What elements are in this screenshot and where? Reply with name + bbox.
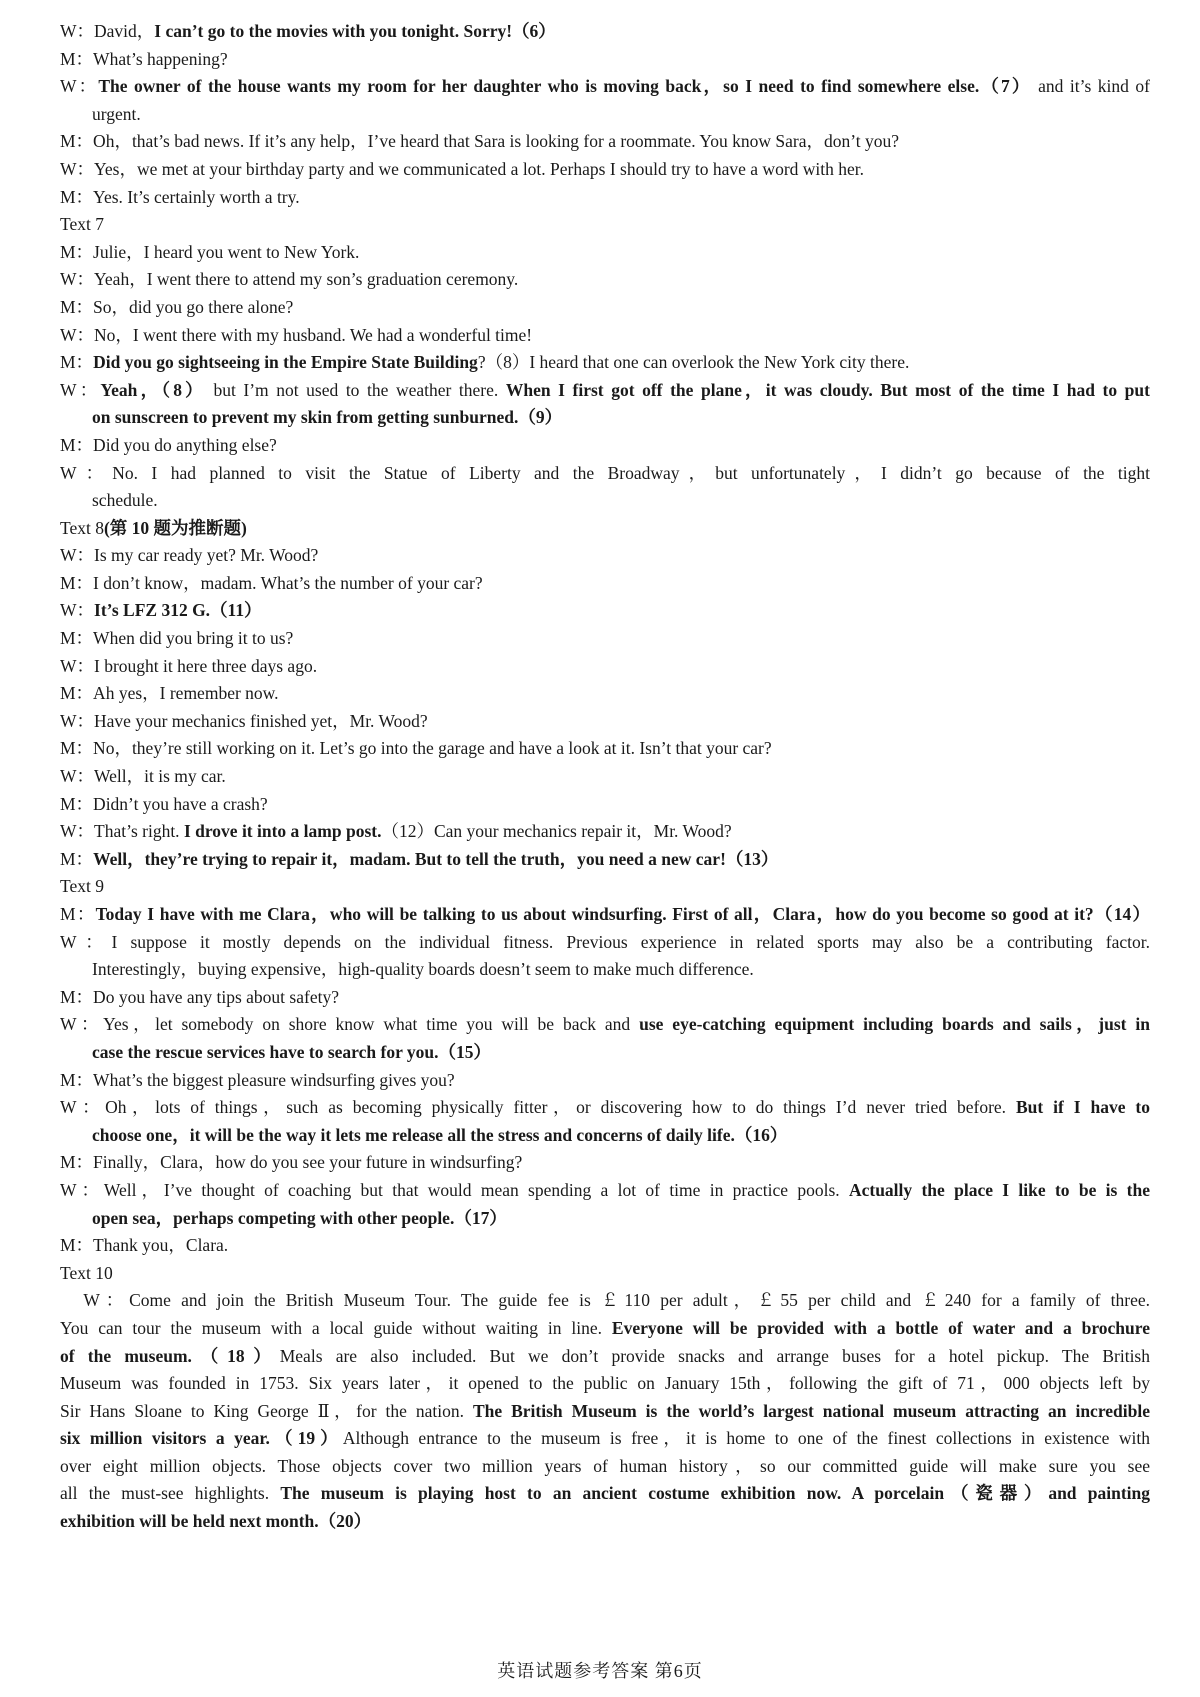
- line-text: （12）Can your mechanics repair it，Mr. Wood?: [381, 821, 732, 842]
- answer-key-text: exhibition will be held next month.（20）: [60, 1511, 372, 1532]
- line-text: Sir Hans Sloane to King George Ⅱ，for the nation.: [60, 1400, 473, 1421]
- answer-key-text: choose one，it will be the way it lets me release all the stress and concerns of daily life.（16）: [92, 1124, 788, 1145]
- transcript-line: [60, 1067, 1150, 1095]
- answer-key-text: Everyone will be provided with a bottle of water and a brochure: [611, 1317, 1150, 1338]
- transcript-line: [60, 18, 1150, 46]
- answer-key-text: Yeah，（8）: [100, 379, 206, 400]
- line-text: M：Yes. It’s certainly worth a try.: [60, 186, 300, 207]
- answer-key-text: The owner of the house wants my room for her daughter who is moving back，so I need to find somewhere else.（7）: [98, 76, 1032, 97]
- answer-key-text: When I first got off the plane，it was cloudy. But most of the time I had to put: [505, 379, 1150, 400]
- transcript-line: [60, 735, 1150, 763]
- transcript-line: [60, 1260, 1150, 1288]
- transcript-line: [60, 1122, 1150, 1150]
- line-text: W：Come and join the British Museum Tour. The guide fee is ￡110 per adult，￡55 per child and ￡240 for a family of three.: [60, 1290, 1150, 1311]
- transcript-line: [60, 818, 1150, 846]
- line-text: W：No. I had planned to visit the Statue of Liberty and the Broadway，but unfortunately，I didn’t go because of the tight: [60, 462, 1150, 483]
- line-text: M：Julie，I heard you went to New York.: [60, 241, 360, 262]
- line-text: M：Do you have any tips about safety?: [60, 986, 339, 1007]
- answer-key-text: on sunscreen to prevent my skin from getting sunburned.（9）: [92, 407, 563, 428]
- answer-key-text: I can’t go to the movies with you tonight. Sorry!（6）: [154, 21, 556, 41]
- line-text: M：When did you bring it to us?: [60, 628, 294, 649]
- answer-key-text: Actually the place I like to be is the: [848, 1179, 1150, 1200]
- line-text: M：: [60, 848, 94, 869]
- transcript-line: [60, 156, 1150, 184]
- transcript-line: [60, 791, 1150, 819]
- transcript-line: [60, 846, 1150, 874]
- line-text: M：Did you do anything else?: [60, 434, 277, 455]
- line-text: W：Well，I’ve thought of coaching but that would mean spending a lot of time in practice pools.: [60, 1179, 849, 1200]
- line-text: W：David，: [60, 21, 155, 41]
- answer-key-text: But if I have to: [1015, 1097, 1150, 1118]
- answer-key-text: use eye-catching equipment including boards and sails，just in: [639, 1014, 1150, 1035]
- answer-key-text: case the rescue services have to search for you.（15）: [92, 1041, 492, 1062]
- line-text: and it’s kind of: [1031, 76, 1150, 97]
- transcript-line: [60, 1039, 1150, 1067]
- line-text: W：I brought it here three days ago.: [60, 655, 318, 676]
- answer-key-text: The museum is playing host to an ancient costume exhibition now. A porcelain（瓷器）and painting: [280, 1483, 1150, 1504]
- line-text: Text 7: [60, 214, 104, 235]
- answer-key-text: I drove it into a lamp post.: [183, 821, 382, 842]
- transcript-line: [60, 211, 1150, 239]
- answer-key-text: (第 10 题为推断题): [103, 517, 247, 538]
- transcript-line: [60, 128, 1150, 156]
- transcript-line: [60, 1287, 1150, 1315]
- transcript-line: [60, 956, 1150, 984]
- line-text: M：: [60, 352, 94, 373]
- transcript-line: [60, 597, 1150, 625]
- line-text: W：Have your mechanics finished yet，Mr. Wood?: [60, 710, 428, 731]
- transcript-line: [60, 487, 1150, 515]
- transcript-line: [60, 542, 1150, 570]
- transcript-line: [60, 239, 1150, 267]
- answer-key-text: six million visitors a year.（19）: [60, 1428, 343, 1449]
- line-text: all the must-see highlights.: [60, 1483, 281, 1504]
- line-text: W：That’s right.: [60, 821, 184, 842]
- transcript-line: [60, 873, 1150, 901]
- transcript-line: [60, 377, 1150, 405]
- line-text: M：Oh，that’s bad news. If it’s any help，I’ve heard that Sara is looking for a roommate. You know Sara，don’t you?: [60, 131, 900, 152]
- transcript-line: [60, 432, 1150, 460]
- line-text: Although entrance to the museum is free，it is home to one of the finest collections in existence with: [342, 1428, 1150, 1449]
- line-text: W：Yeah，I went there to attend my son’s graduation ceremony.: [60, 269, 519, 290]
- line-text: M：No，they’re still working on it. Let’s go into the garage and have a look at it. Isn’t that your car?: [60, 738, 772, 759]
- answer-key-text: Well，they’re trying to repair it，madam. But to tell the truth，you need a new car!（13）: [93, 848, 779, 869]
- answer-key-text: Today I have with me Clara，who will be talking to us about windsurfing. First of all，Clara，how do you become so good at it?（14）: [95, 904, 1150, 924]
- line-text: W：No，I went there with my husband. We had a wonderful time!: [60, 324, 533, 345]
- transcript-line: [60, 1232, 1150, 1260]
- line-text: W：: [60, 379, 101, 400]
- answer-key-text: of the museum.（18）: [60, 1345, 280, 1366]
- line-text: Text 9: [60, 876, 104, 897]
- transcript-line: [60, 1343, 1150, 1371]
- transcript-line: [60, 1425, 1150, 1453]
- line-text: M：So，did you go there alone?: [60, 296, 294, 317]
- line-text: but I’m not used to the weather there.: [205, 379, 506, 400]
- line-text: ?（8）I heard that one can overlook the New York city there.: [477, 352, 910, 373]
- transcript-line: [60, 708, 1150, 736]
- line-text: M：What’s happening?: [60, 48, 228, 69]
- transcript-line: [60, 101, 1150, 129]
- line-text: W：Yes，let somebody on shore know what time you will be back and: [60, 1014, 640, 1035]
- transcript-line: [60, 929, 1150, 957]
- answer-key-text: open sea，perhaps competing with other people.（17）: [92, 1207, 507, 1228]
- transcript-line: [60, 984, 1150, 1012]
- transcript-line: [60, 1205, 1150, 1233]
- transcript-line: [60, 763, 1150, 791]
- line-text: M：: [60, 904, 96, 924]
- line-text: M：Didn’t you have a crash?: [60, 793, 268, 814]
- line-text: M：I don’t know，madam. What’s the number of your car?: [60, 572, 483, 593]
- line-text: W：Oh，lots of things，such as becoming physically fitter，or discovering how to do things I’d never tried before.: [60, 1097, 1016, 1118]
- transcript-line: [60, 322, 1150, 350]
- transcript-line: [60, 1177, 1150, 1205]
- transcript-line: [60, 1370, 1150, 1398]
- transcript-line: [60, 1508, 1150, 1536]
- line-text: Interestingly，buying expensive，high-quality boards doesn’t seem to make much difference.: [92, 959, 754, 980]
- line-text: M：Ah yes，I remember now.: [60, 683, 279, 704]
- transcript-line: [60, 1149, 1150, 1177]
- transcript-line: [60, 570, 1150, 598]
- line-text: W：: [60, 76, 99, 97]
- transcript-line: [60, 1011, 1150, 1039]
- transcript-line: [60, 184, 1150, 212]
- transcript-line: [60, 1094, 1150, 1122]
- line-text: urgent.: [92, 103, 141, 124]
- transcript-line: [60, 404, 1150, 432]
- transcript-line: [60, 73, 1150, 101]
- line-text: Text 8: [60, 517, 104, 538]
- line-text: Meals are also included. But we don’t provide snacks and arrange buses for a hotel pickup. The British: [279, 1345, 1150, 1366]
- transcript-line: [60, 1480, 1150, 1508]
- transcript-line: [60, 901, 1150, 929]
- line-text: W：Yes，we met at your birthday party and we communicated a lot. Perhaps I should try to have a word with her.: [60, 158, 865, 179]
- line-text: over eight million objects. Those objects cover two million years of human history，so our committed guide will make sure you see: [60, 1455, 1150, 1476]
- line-text: W：I suppose it mostly depends on the individual fitness. Previous experience in related sports may also be a contributing factor.: [60, 931, 1150, 952]
- line-text: You can tour the museum with a local guide without waiting in line.: [60, 1317, 612, 1338]
- line-text: Museum was founded in 1753. Six years later，it opened to the public on January 15th，following the gift of 71，000 objects left by: [60, 1373, 1150, 1394]
- transcript-line: [60, 515, 1150, 543]
- transcript-line: [60, 1315, 1150, 1343]
- transcript-line: [60, 653, 1150, 681]
- transcript-line: [60, 266, 1150, 294]
- answer-key-text: The British Museum is the world’s largest national museum attracting an incredible: [472, 1400, 1150, 1421]
- line-text: W：: [60, 600, 95, 621]
- transcript-line: [60, 460, 1150, 488]
- answer-transcript: [60, 18, 1150, 1536]
- answer-key-text: Did you go sightseeing in the Empire State Building: [93, 352, 478, 373]
- line-text: M：What’s the biggest pleasure windsurfing gives you?: [60, 1069, 455, 1090]
- line-text: W：Well，it is my car.: [60, 766, 226, 787]
- transcript-line: [60, 349, 1150, 377]
- line-text: M：Thank you，Clara.: [60, 1235, 229, 1256]
- page-footer: 英语试题参考答案 第6页: [497, 1661, 703, 1681]
- transcript-line: [60, 1453, 1150, 1481]
- transcript-line: [60, 1398, 1150, 1426]
- line-text: Text 10: [60, 1262, 113, 1283]
- line-text: M：Finally，Clara，how do you see your future in windsurfing?: [60, 1152, 523, 1173]
- transcript-line: [60, 46, 1150, 74]
- line-text: schedule.: [92, 490, 158, 511]
- line-text: W：Is my car ready yet? Mr. Wood?: [60, 545, 319, 566]
- transcript-line: [60, 680, 1150, 708]
- transcript-line: [60, 294, 1150, 322]
- answer-key-text: It’s LFZ 312 G.（11）: [94, 600, 262, 621]
- transcript-line: [60, 625, 1150, 653]
